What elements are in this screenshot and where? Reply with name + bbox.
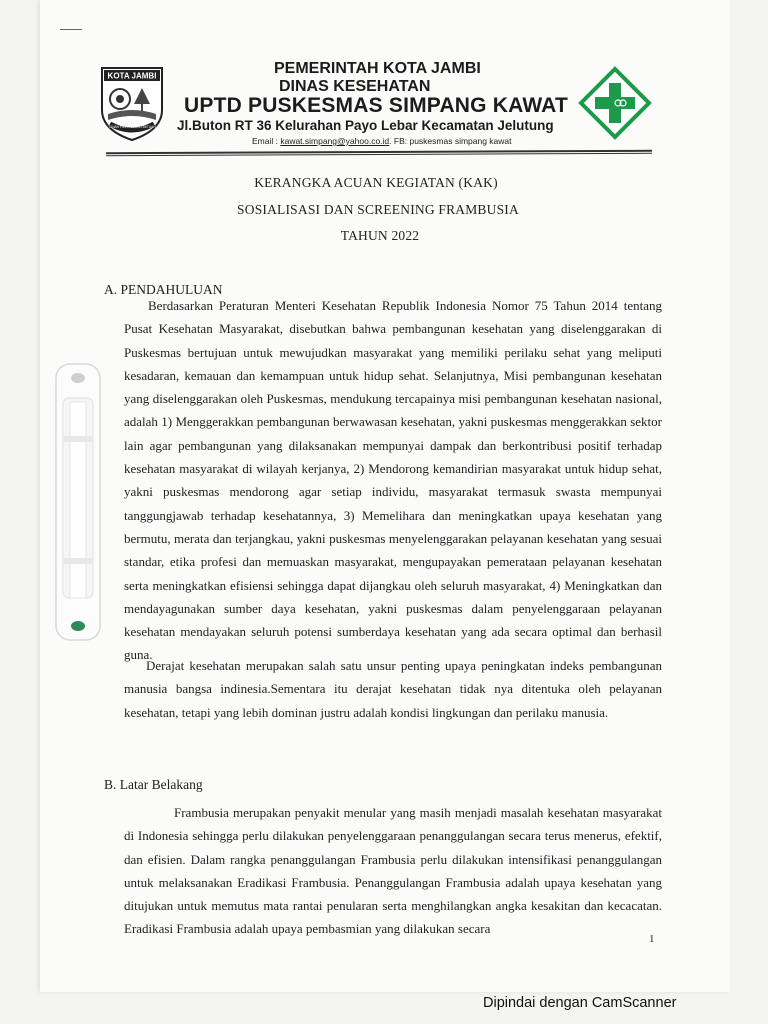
- letterhead-line1: PEMERINTAH KOTA JAMBI: [274, 60, 481, 77]
- letterhead-address: Jl.Buton RT 36 Kelurahan Payo Lebar Kecamatan Jelutung: [177, 118, 554, 133]
- section-b-paragraph-1: Frambusia merupakan penyakit menular yang masih menjadi masalah kesehatan masyarakat di Indonesia sehingga perlu dilakukan penyelenggaraan penanggulangan secara terus menerus, efektif, dan efisien. Dalam rangka penanggulangan Frambusia perlu dilakukan intensifikasi penanggulangan untuk melaksanakan Eradikasi Frambusia. Penanggulangan Frambusia adalah upaya kesehatan yang ditujukan untuk memutus mata rantai penularan serta menghilangkan angka kesakitan dan kecacatan. Eradikasi Frambusia adalah upaya pembasmian yang dilakukan secara: [124, 805, 662, 937]
- document-title: KERANGKA ACUAN KEGIATAN (KAK): [254, 175, 498, 190]
- document-year: TAHUN 2022: [340, 228, 420, 243]
- letterhead-contact: [252, 136, 512, 146]
- logo-left-motto: TANAH PILIH PESAKO BETUAH: [108, 125, 156, 129]
- scanner-watermark: Dipindai dengan CamScanner: [483, 995, 677, 1011]
- kota-jambi-logo: [98, 64, 166, 142]
- corner-mark: [60, 29, 82, 30]
- email-label: Email :: [252, 136, 281, 146]
- logo-left-title: KOTA JAMBI: [107, 71, 157, 81]
- section-a-heading: A. PENDAHULUAN: [104, 282, 223, 297]
- email-link[interactable]: kawat.simpang@yahoo.co.id: [280, 136, 390, 146]
- facebook-text: . FB: puskesmas simpang kawat: [389, 136, 512, 146]
- section-a-paragraph-2: Derajat kesehatan merupakan salah satu unsur penting upaya peningkatan indeks pembangunan manusia bangsa indinesia.Sementara itu derajat kesehatan tidak nya ditentuka oleh pelayanan kesehatan, tetapi yang lebih dominan justru adalah kondisi lingkungan dan perilaku manusia.: [124, 658, 662, 720]
- puskesmas-logo-icon: [578, 66, 652, 140]
- document-subtitle: SOSIALISASI DAN SCREENING FRAMBUSIA: [237, 202, 519, 217]
- section-b-heading: B. Latar Belakang: [104, 777, 203, 792]
- letterhead-line2: DINAS KESEHATAN: [279, 78, 431, 95]
- letterhead-org: UPTD PUSKESMAS SIMPANG KAWAT: [184, 94, 569, 117]
- binder-clip: [54, 362, 102, 642]
- page-number: 1: [649, 933, 655, 945]
- section-a-paragraph-1: Berdasarkan Peraturan Menteri Kesehatan Republik Indonesia Nomor 75 Tahun 2014 tentang Pusat Kesehatan Masyarakat, disebutkan bahwa pembangunan kesehatan yang diselenggarakan di Puskesmas bertujuan untuk mewujudkan masyarakat yang memiliki perilaku sehat yang meliputi kesadaran, kemauan dan kemampuan untuk hidup sehat. Selanjutnya, Misi pembangunan kesehatan yang diselenggarakan oleh Puskesmas, mendukung tercapainya misi pembangunan kesehatan nasional, adalah 1) Menggerakkan pembangunan berwawasan kesehatan, yakni puskesmas menggerakkan sektor lain agar pembangunan yang dilaksanakan mempunyai dampak dan berkontribusi positif terhadap kesehatan masyarakat di wilayah kerjanya, 2) Mendorong kemandirian masyarakat untuk hidup sehat, yakni puskesmas mendorong agar setiap individu, masyarakat termasuk swasta mempunyai tanggungjawab terhadap kesehatannya, 3) Memelihara dan meningkatkan upaya kesehatan yang bermutu, merata dan terjangkau, yakni puskesmas menyelenggarakan pelayanan kesehatan yang sesuai standar, etika profesi dan memuaskan masyarakat, mengupayakan pemerataan pelayanan kesehatan serta meningkatkan efisiensi sehingga dapat dijangkau oleh seluruh masyarakat, 4) Meningkatkan dan mendayagunakan sumber daya kesehatan, yakni puskesmas dalam penyelenggaraan pelayanan kesehatan mendayakan seluruh potensi sumberdaya kesehatan yang ada secara optimal dan berhasil guna.: [124, 298, 662, 663]
